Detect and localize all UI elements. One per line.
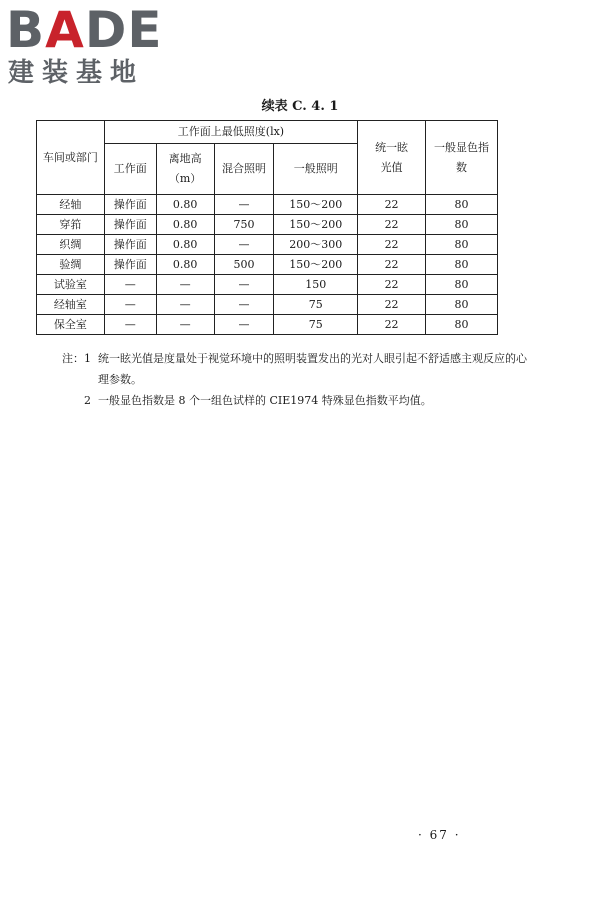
cell-height: 0.80 — [156, 255, 214, 275]
header-mixed: 混合照明 — [214, 144, 274, 195]
header-cri: 一般显色指数 — [426, 121, 498, 195]
brand-logo — [6, 1, 176, 90]
cell-general: 200～300 — [274, 235, 358, 255]
cell-height: — — [156, 295, 214, 315]
cell-glare: 22 — [358, 195, 426, 215]
cell-general: 75 — [274, 315, 358, 335]
note-text: 一般显色指数是 8 个一组色试样的 CIE1974 特殊显色指数平均值。 — [98, 394, 432, 407]
table-row — [37, 235, 498, 255]
cell-mixed: — — [214, 295, 274, 315]
cell-mixed: 750 — [214, 215, 274, 235]
cell-general: 150～200 — [274, 215, 358, 235]
cell-cri: 80 — [426, 215, 498, 235]
table-title: 续表 C. 4. 1 — [261, 99, 339, 114]
header-general: 一般照明 — [274, 144, 358, 195]
page-number: · 67 · — [418, 828, 461, 842]
cell-general: 150～200 — [274, 195, 358, 215]
cell-general: 75 — [274, 295, 358, 315]
cell-surface: — — [104, 295, 156, 315]
table-row — [37, 255, 498, 275]
logo-letters: DE — [84, 1, 163, 59]
header-height: 离地高（m） — [156, 144, 214, 195]
table-row — [37, 195, 498, 215]
cell-general: 150 — [274, 275, 358, 295]
cell-surface: — — [104, 315, 156, 335]
cell-cri: 80 — [426, 315, 498, 335]
cell-cri: 80 — [426, 255, 498, 275]
cell-glare: 22 — [358, 235, 426, 255]
note-number: 2 — [84, 394, 91, 407]
table-row — [37, 275, 498, 295]
cell-height: 0.80 — [156, 235, 214, 255]
cell-glare: 22 — [358, 315, 426, 335]
logo-subtitle: 建装基地 — [8, 58, 145, 88]
table-row — [37, 295, 498, 315]
cell-dept: 织绸 — [37, 235, 105, 255]
cell-height: — — [156, 275, 214, 295]
note-text: 统一眩光值是度量处于视觉环境中的照明装置发出的光对人眼引起不舒适感主观反应的心理参数。 — [98, 352, 527, 386]
cell-cri: 80 — [426, 195, 498, 215]
cell-height: — — [156, 315, 214, 335]
cell-surface: 操作面 — [104, 255, 156, 275]
cell-mixed: — — [214, 275, 274, 295]
table-notes — [62, 348, 532, 411]
cell-glare: 22 — [358, 255, 426, 275]
cell-dept: 保全室 — [37, 315, 105, 335]
header-work-surface: 工作面 — [104, 144, 156, 195]
cell-dept: 验绸 — [37, 255, 105, 275]
cell-cri: 80 — [426, 235, 498, 255]
note-item — [62, 390, 532, 411]
header-illuminance-group: 工作面上最低照度(lx) — [104, 121, 357, 144]
table-row — [37, 215, 498, 235]
cell-dept: 经轴 — [37, 195, 105, 215]
cell-glare: 22 — [358, 215, 426, 235]
note-item — [62, 348, 532, 390]
cell-glare: 22 — [358, 295, 426, 315]
header-glare: 统一眩光值 — [358, 121, 426, 195]
cell-mixed: 500 — [214, 255, 274, 275]
logo-wordmark — [6, 1, 163, 59]
cell-dept: 经轴室 — [37, 295, 105, 315]
cell-general: 150～200 — [274, 255, 358, 275]
illuminance-table — [36, 120, 498, 335]
cell-mixed: — — [214, 315, 274, 335]
cell-height: 0.80 — [156, 215, 214, 235]
cell-dept: 穿筘 — [37, 215, 105, 235]
cell-mixed: — — [214, 235, 274, 255]
header-dept: 车间或部门 — [37, 121, 105, 195]
cell-cri: 80 — [426, 275, 498, 295]
cell-dept: 试验室 — [37, 275, 105, 295]
cell-mixed: — — [214, 195, 274, 215]
cell-glare: 22 — [358, 275, 426, 295]
note-number: 注：1 — [62, 352, 91, 365]
cell-surface: 操作面 — [104, 235, 156, 255]
cell-cri: 80 — [426, 295, 498, 315]
cell-surface: 操作面 — [104, 215, 156, 235]
cell-surface: 操作面 — [104, 195, 156, 215]
table-row — [37, 315, 498, 335]
cell-surface: — — [104, 275, 156, 295]
table-header-row — [37, 121, 498, 144]
cell-height: 0.80 — [156, 195, 214, 215]
logo-letter: B — [6, 1, 46, 59]
logo-accent-letter: A — [45, 1, 85, 59]
